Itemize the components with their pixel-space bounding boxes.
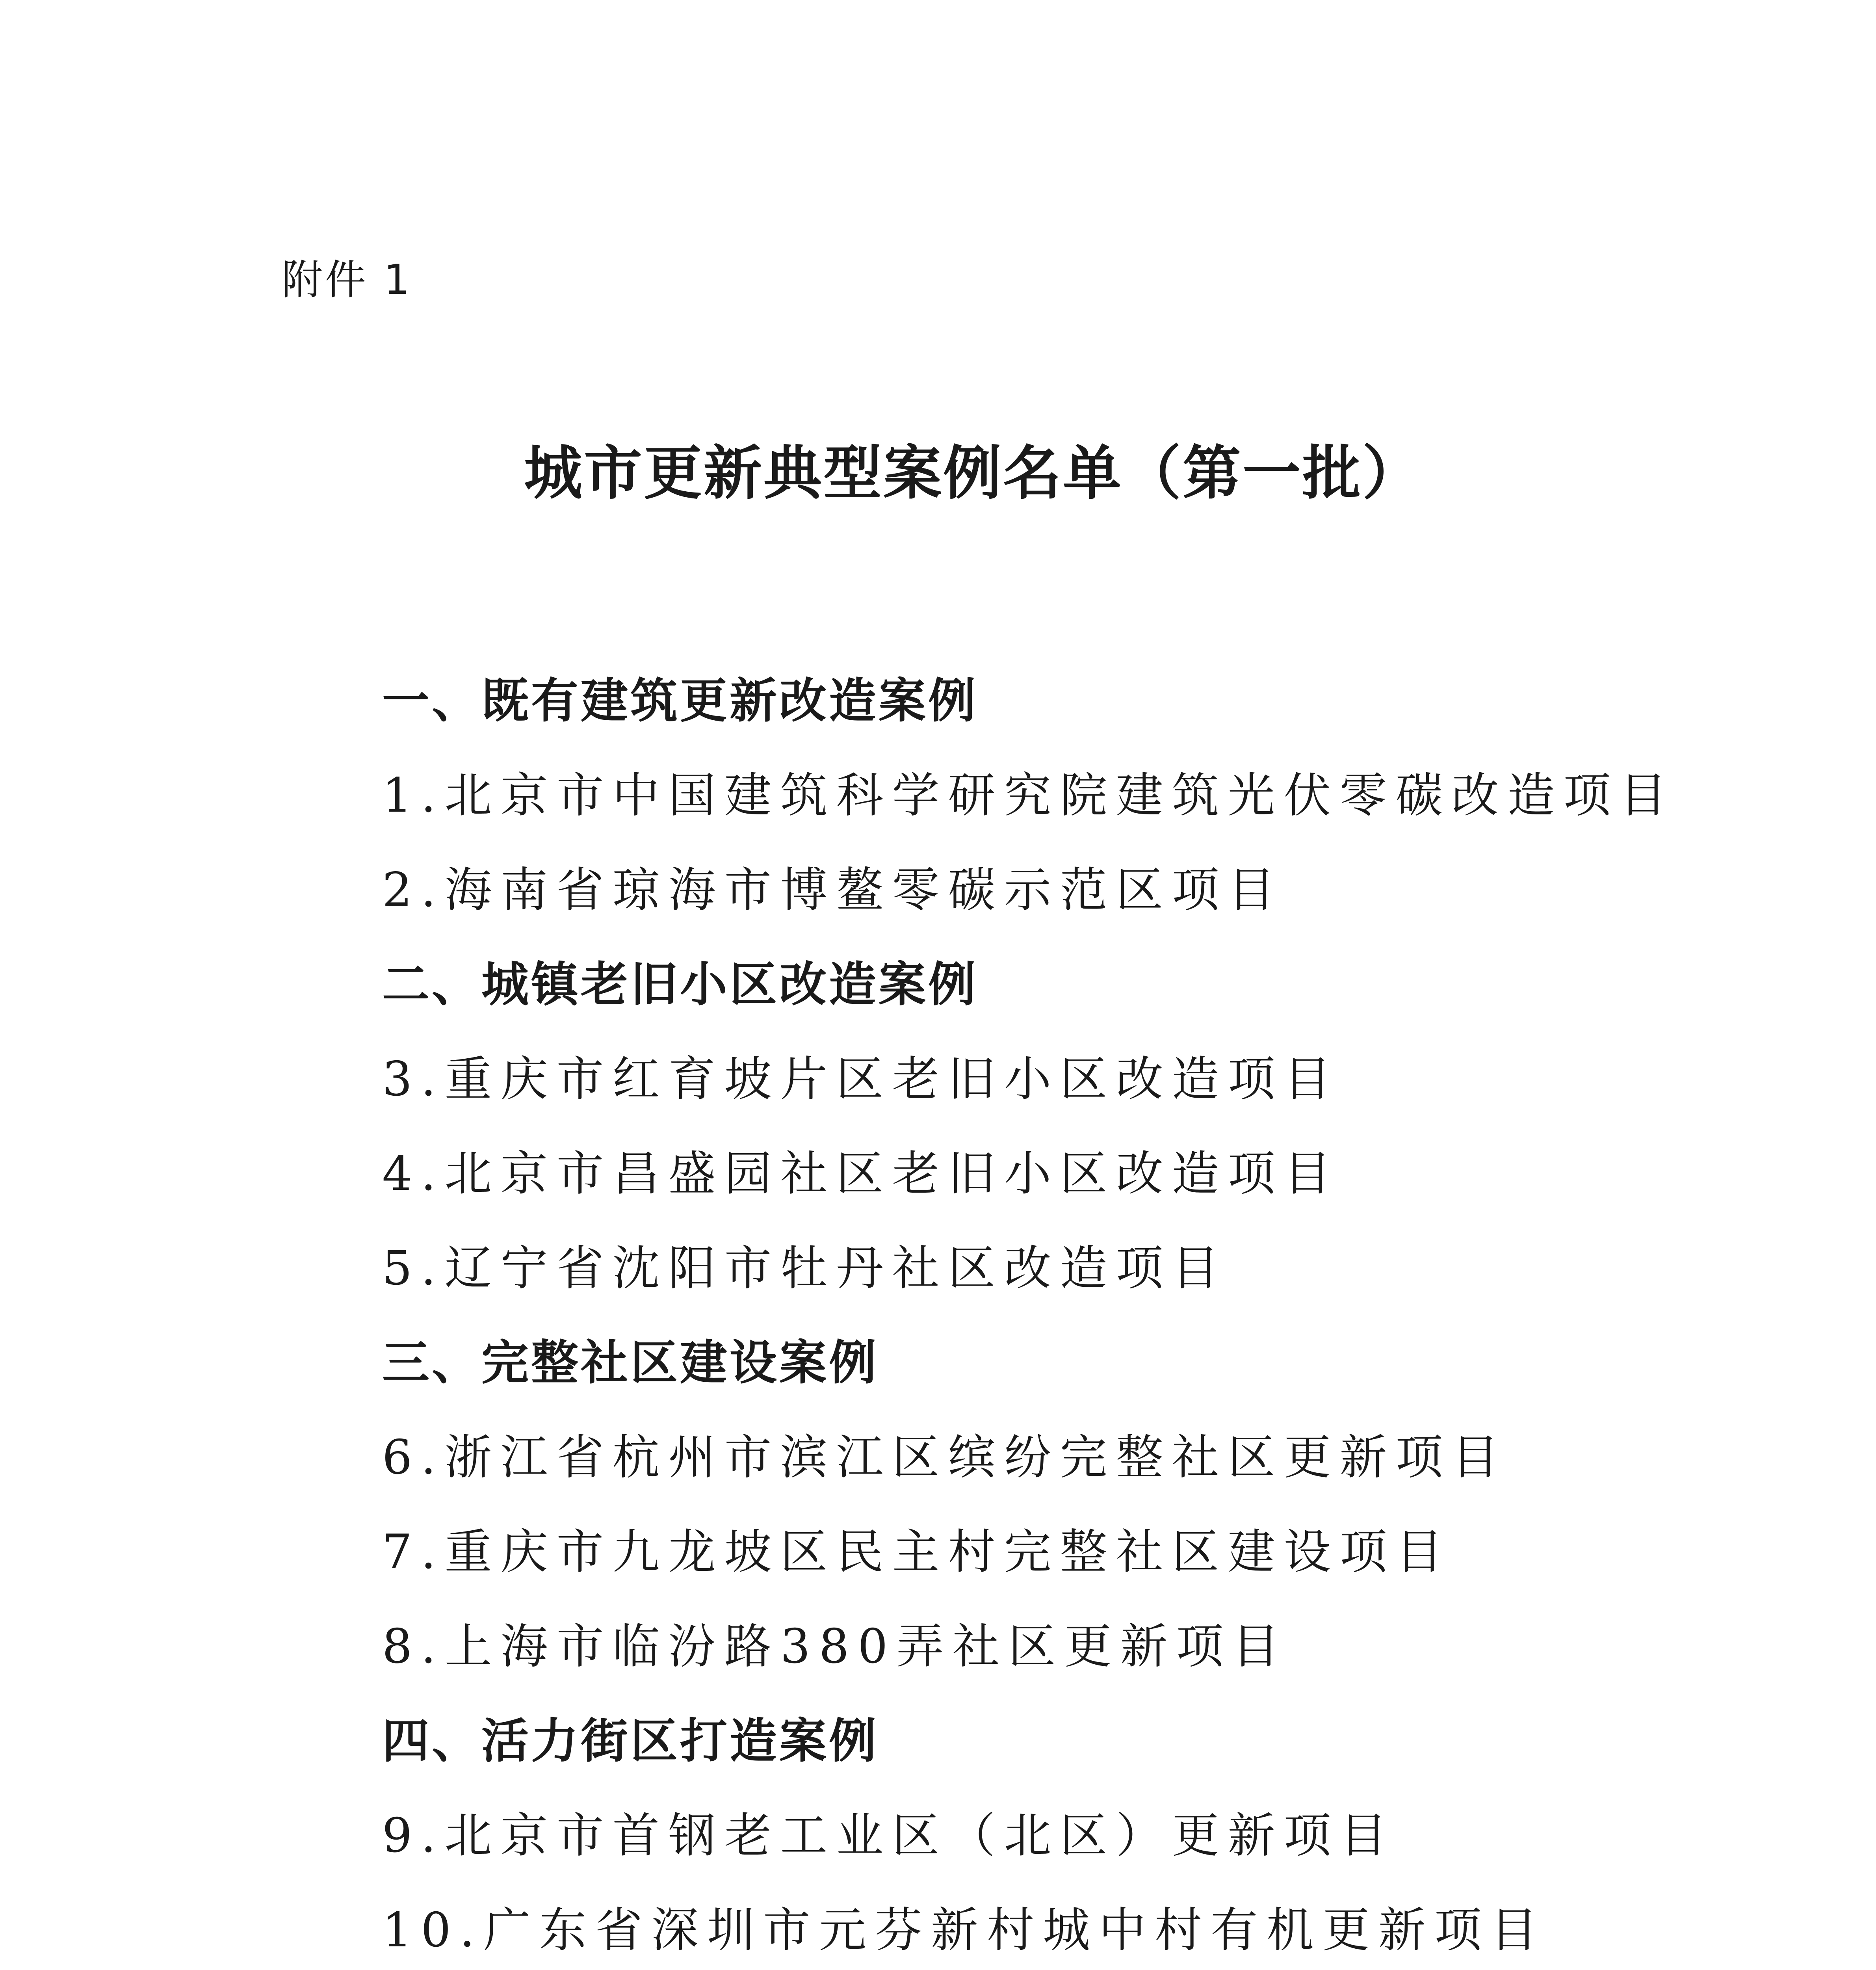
list-item: 6.浙江省杭州市滨江区缤纷完整社区更新项目 <box>382 1430 1508 1485</box>
section-heading: 一、既有建筑更新改造案例 <box>382 674 978 729</box>
list-item: 1.北京市中国建筑科学研究院建筑光伏零碳改造项目 <box>382 768 1675 823</box>
list-item: 7.重庆市九龙坡区民主村完整社区建设项目 <box>382 1525 1452 1580</box>
case-list <box>382 654 1722 1970</box>
section-heading: 四、活力街区打造案例 <box>382 1714 879 1769</box>
list-item: 9.北京市首钢老工业区（北区）更新项目 <box>382 1808 1396 1863</box>
list-item: 2.海南省琼海市博鳌零碳示范区项目 <box>382 863 1284 918</box>
document-title: 城市更新典型案例名单（第一批） <box>524 439 1422 507</box>
list-item: 5.辽宁省沈阳市牡丹社区改造项目 <box>382 1241 1228 1296</box>
list-item: 8.上海市临汾路380弄社区更新项目 <box>382 1619 1288 1674</box>
section-heading: 二、城镇老旧小区改造案例 <box>382 957 978 1012</box>
list-item: 4.北京市昌盛园社区老旧小区改造项目 <box>382 1147 1340 1201</box>
attachment-label: 附件 1 <box>282 256 412 304</box>
list-item: 10.广东省深圳市元芬新村城中村有机更新项目 <box>382 1903 1546 1958</box>
section-heading: 三、完整社区建设案例 <box>382 1336 879 1390</box>
list-item: 3.重庆市红育坡片区老旧小区改造项目 <box>382 1052 1340 1107</box>
